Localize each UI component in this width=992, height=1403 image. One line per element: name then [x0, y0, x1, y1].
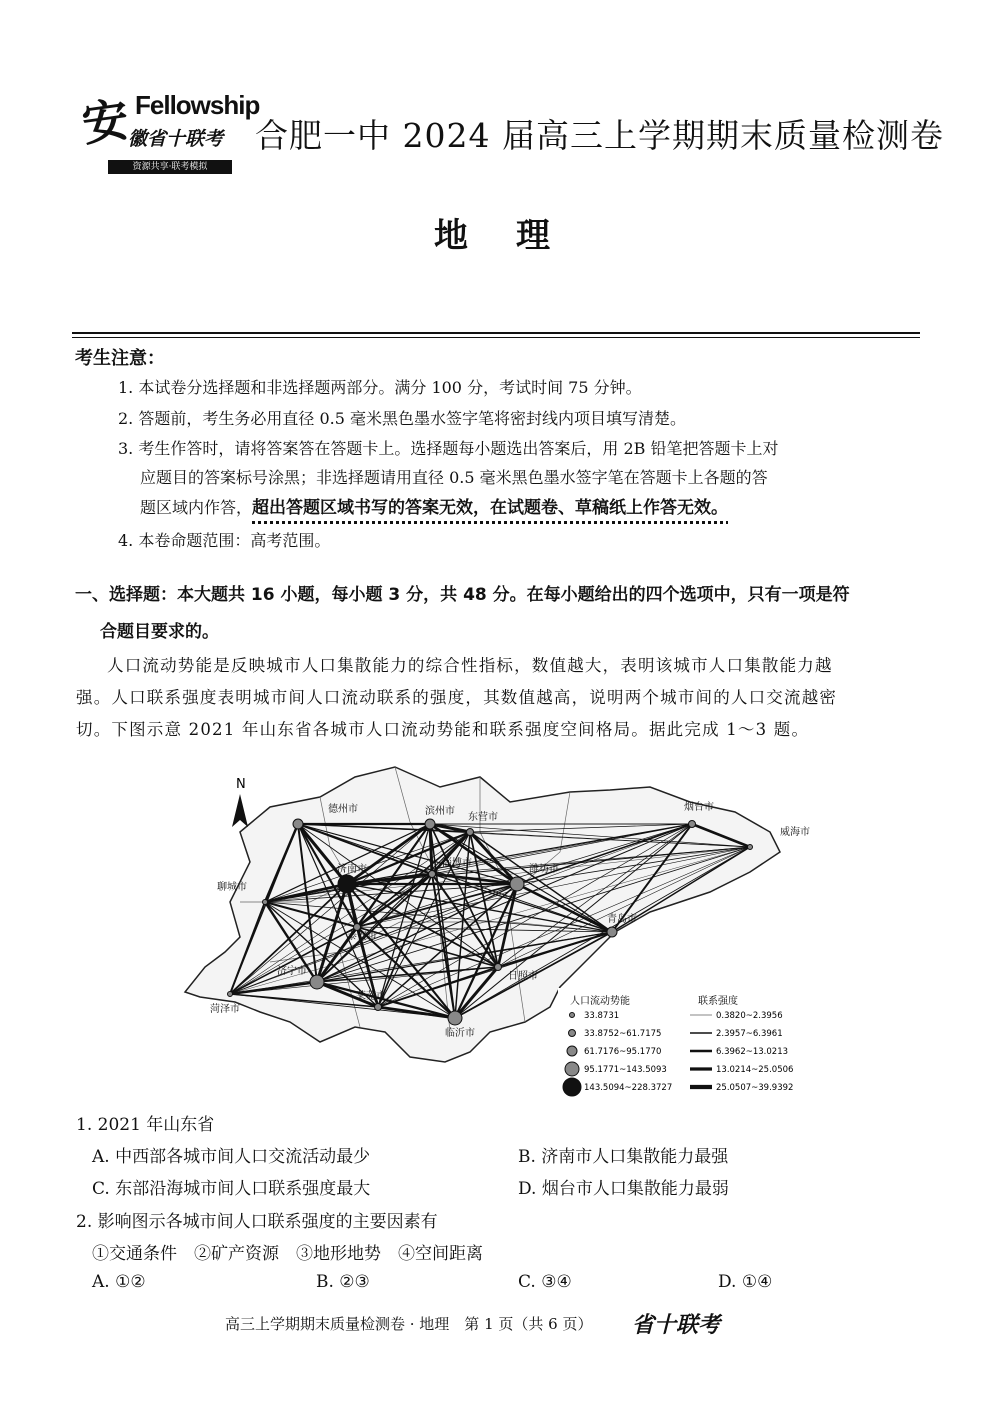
north-label: N	[236, 777, 246, 792]
city-node	[310, 975, 324, 989]
city-label: 菏泽市	[210, 1004, 240, 1015]
logo-subtitle: 徽省十联考	[128, 128, 224, 150]
notice-item: 3. 考生作答时，请将答案答在答题卡上。选择题每小题选出答案后，用 2B 铅笔把答题卡上对	[118, 439, 779, 458]
legend-potential-label: 33.8731	[584, 1011, 620, 1021]
city-node	[354, 924, 361, 931]
city-label: 泰安市	[347, 931, 377, 942]
city-node	[263, 900, 268, 905]
city-node	[448, 1011, 462, 1025]
legend	[558, 988, 798, 1100]
city-label: 威海市	[780, 827, 810, 838]
question-stem: 1. 2021 年山东省	[76, 1115, 215, 1135]
passage-line: 人口流动势能是反映城市人口集散能力的综合性指标，数值越大，表明该城市人口集散能力越	[107, 656, 833, 675]
legend-strength-label: 13.0214~25.0506	[716, 1065, 794, 1075]
legend-potential-symbol	[563, 1078, 581, 1096]
logo-char: 安	[78, 92, 132, 152]
option-a[interactable]: A. 中西部各城市间人口交流活动最少	[92, 1147, 371, 1167]
question-factors: ①交通条件 ②矿产资源 ③地形地势 ④空间距离	[92, 1244, 483, 1264]
north-arrow-icon	[232, 794, 248, 827]
divider	[72, 332, 920, 334]
legend-potential-symbol	[565, 1062, 579, 1076]
city-label: 德州市	[328, 804, 358, 815]
city-node	[495, 964, 502, 971]
legend-strength-label: 6.3962~13.0213	[716, 1047, 789, 1057]
legend-potential-label: 95.1771~143.5093	[584, 1065, 667, 1075]
city-node	[429, 871, 436, 878]
legend-potential-symbol	[569, 1030, 576, 1037]
passage-line: 切。下图示意 2021 年山东省各城市人口流动势能和联系强度空间格局。据此完成 1～3 题。	[76, 720, 810, 739]
passage-line: 强。人口联系强度表明城市间人口流动联系的强度，其数值越高，说明两个城市间的人口交流越密	[76, 688, 838, 707]
legend-strength-label: 25.0507~39.9392	[716, 1083, 794, 1093]
notice-item: 4. 本卷命题范围：高考范围。	[118, 531, 331, 550]
city-node	[293, 819, 303, 829]
legend-potential-label: 61.7176~95.1770	[584, 1047, 662, 1057]
city-label: 淄博市	[442, 858, 472, 869]
city-label: 临沂市	[445, 1028, 475, 1039]
city-node	[607, 927, 617, 937]
footer-text: 高三上学期期末质量检测卷 · 地理 第 1 页（共 6 页）	[225, 1315, 593, 1333]
city-label: 济南市	[337, 864, 367, 875]
legend-potential-symbol	[567, 1046, 577, 1056]
logo-bar: 资源共享·联考模拟	[108, 160, 232, 174]
notice-item	[140, 493, 728, 518]
option-a[interactable]: A. ①②	[92, 1272, 146, 1292]
city-label: 滨州市	[425, 806, 455, 817]
city-node	[425, 819, 435, 829]
city-node	[338, 875, 356, 893]
city-node	[748, 845, 753, 850]
option-d[interactable]: D. 烟台市人口集散能力最弱	[518, 1179, 729, 1199]
city-label: 烟台市	[684, 802, 714, 813]
notice-text: 题区域内作答，	[140, 498, 253, 517]
notice-item: 2. 答题前，考生务必用直径 0.5 毫米黑色墨水签字笔将密封线内项目填写清楚。	[118, 409, 686, 428]
divider	[72, 337, 920, 338]
city-label: 东营市	[468, 812, 498, 823]
city-node	[228, 992, 233, 997]
city-node	[375, 1004, 382, 1011]
section-heading: 合题目要求的。	[100, 622, 219, 642]
option-c[interactable]: C. 东部沿海城市间人口联系强度最大	[92, 1179, 371, 1199]
legend-strength-label: 2.3957~6.3961	[716, 1029, 783, 1039]
footer-brand: 省十联考	[632, 1312, 721, 1338]
legend-potential-symbol	[570, 1013, 575, 1018]
logo-fellowship: Fellowship	[135, 90, 260, 120]
option-b[interactable]: B. 济南市人口集散能力最强	[518, 1147, 729, 1167]
legend-title-potential: 人口流动势能	[570, 996, 630, 1007]
section-heading: 一、选择题：本大题共 16 小题，每小题 3 分，共 48 分。在每小题给出的四个选项中，只有一项是符	[75, 585, 850, 605]
city-node	[510, 877, 524, 891]
population-flow-map	[180, 752, 810, 1102]
city-label: 莱芜市	[356, 991, 386, 1002]
city-node	[689, 821, 696, 828]
city-node	[467, 829, 474, 836]
question-stem: 2. 影响图示各城市间人口联系强度的主要因素有	[76, 1212, 438, 1232]
legend-potential-label: 143.5094~228.3727	[584, 1083, 673, 1093]
subject-title: 地理	[434, 216, 598, 256]
notice-heading: 考生注意：	[75, 348, 165, 369]
option-c[interactable]: C. ③④	[518, 1272, 572, 1292]
option-b[interactable]: B. ②③	[316, 1272, 370, 1292]
city-label: 济宁市	[277, 966, 307, 977]
exam-title: 合肥一中 2024 届高三上学期期末质量检测卷	[255, 116, 944, 155]
city-label: 青岛市	[607, 914, 637, 925]
city-label: 潍坊市	[529, 864, 559, 875]
legend-strength-label: 0.3820~2.3956	[716, 1011, 783, 1021]
notice-item: 1. 本试卷分选择题和非选择题两部分。满分 100 分，考试时间 75 分钟。	[118, 378, 642, 397]
notice-emphasis: 超出答题区域书写的答案无效，在试题卷、草稿纸上作答无效。	[252, 498, 729, 518]
city-label: 聊城市	[217, 882, 247, 893]
legend-potential-label: 33.8752~61.7175	[584, 1029, 662, 1039]
legend-title-strength: 联系强度	[698, 996, 738, 1007]
option-d[interactable]: D. ①④	[718, 1272, 773, 1292]
notice-item: 应题目的答案标号涂黑；非选择题请用直径 0.5 毫米黑色墨水签字笔在答题卡上各题的答	[140, 468, 768, 487]
city-label: 日照市	[508, 971, 538, 982]
